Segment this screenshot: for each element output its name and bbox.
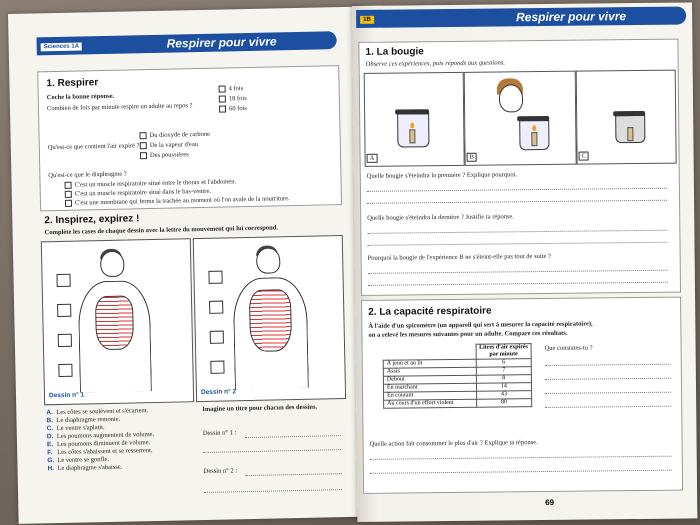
- lungs-illustration: [249, 289, 292, 352]
- answer-line[interactable]: [368, 282, 668, 286]
- q-diaphragm-opt-3[interactable]: C'est une membrane qui ferme la trachée au moment où l'on avale de la nourriture.: [65, 195, 290, 207]
- checkbox[interactable]: [65, 200, 72, 207]
- answer-box[interactable]: [208, 271, 222, 284]
- table-row: En marchant 14: [383, 383, 531, 393]
- page-number: 69: [545, 497, 555, 508]
- list-item: E. Les poumons diminuent de volume.: [46, 439, 151, 449]
- jar-lid: [517, 116, 549, 121]
- table-row: Assis 7: [383, 367, 531, 377]
- checkbox[interactable]: [219, 95, 226, 102]
- q-exhaled-opt-2[interactable]: De la vapeur d'eau: [140, 141, 198, 149]
- inspirez-instruction: Complète les cases de chaque dessin avec la lettre du mouvement qui lui correspond.: [44, 224, 279, 237]
- panel-b-label: B: [467, 153, 477, 162]
- answer-box[interactable]: [210, 331, 224, 344]
- checkbox[interactable]: [140, 142, 147, 149]
- lungs-illustration: [95, 295, 134, 350]
- answer-box[interactable]: [56, 274, 70, 287]
- q-exhaled-opt-1[interactable]: Du dioxyde de carbone: [140, 131, 211, 139]
- table-row: Au cours d'un effort violent 80: [384, 399, 532, 409]
- respirer-instruction: Coche la bonne réponse.: [46, 92, 115, 102]
- q-most-air: Quelle action fait consommer le plus d'air ? Explique ta réponse.: [369, 439, 538, 448]
- left-banner-title: Respirer pour vivre: [166, 34, 277, 51]
- left-banner: [36, 31, 336, 55]
- drawing-2-title-label: Dessin n° 2 :: [203, 467, 238, 476]
- right-page: [352, 2, 697, 522]
- experiment-panel-c: [576, 70, 677, 165]
- drawing-1-label: Dessin n° 1: [48, 391, 85, 400]
- answer-line[interactable]: [367, 200, 667, 204]
- jar-lid: [395, 109, 429, 114]
- section-bougie: [358, 39, 681, 296]
- list-item: B. Le diaphragme remonte.: [46, 415, 121, 425]
- answer-line[interactable]: [545, 406, 671, 408]
- q-breaths-opt-1[interactable]: 4 fois: [219, 85, 244, 93]
- drawing-1-title-input[interactable]: [245, 435, 341, 438]
- head: [499, 84, 523, 112]
- drawing-2-label: Dessin n° 2: [200, 388, 237, 397]
- checkbox[interactable]: [65, 191, 72, 198]
- list-item: G. Le ventre se gonfle.: [47, 455, 110, 465]
- section-capacite-title: 2. La capacité respiratoire: [368, 305, 492, 318]
- answer-line[interactable]: [203, 449, 341, 453]
- answer-line[interactable]: [545, 392, 671, 394]
- title-prompt: Imagine un titre pour chacun des dessins.: [202, 403, 318, 414]
- q-diaphragm: Qu'est-ce que le diaphragme ?: [48, 170, 127, 180]
- q-first-candle: Quelle bougie s'éteindra la première ? Explique pourquoi.: [366, 171, 518, 180]
- answer-box[interactable]: [58, 364, 72, 377]
- drawing-2: [193, 235, 346, 402]
- candle: [627, 127, 633, 141]
- q-exhaled-air: Qu'est-ce que contient l'air expiré ?: [47, 142, 140, 152]
- list-item: C. Le ventre s'aplatit.: [46, 424, 105, 433]
- drawing-1-title-label: Dessin n° 1 :: [202, 429, 237, 438]
- q-diaphragm-opt-1[interactable]: C'est un muscle respiratoire situé entre le thorax et l'abdomen.: [65, 178, 237, 189]
- section-capacite: [361, 297, 683, 494]
- table-row: Debout 8: [383, 375, 531, 385]
- checkbox[interactable]: [140, 132, 147, 139]
- jar-lid: [613, 111, 645, 116]
- q-breaths-opt-2[interactable]: 18 fois: [219, 95, 247, 103]
- flame-icon: [410, 122, 414, 128]
- answer-line[interactable]: [370, 470, 672, 474]
- table-corner: [383, 344, 476, 360]
- answer-box[interactable]: [210, 361, 224, 374]
- list-item: A. Les côtes se soulèvent et s'écartent.: [46, 407, 149, 417]
- answer-line[interactable]: [370, 456, 672, 460]
- q-breaths-opt-3[interactable]: 60 fois: [219, 105, 247, 113]
- answer-box[interactable]: [209, 301, 223, 314]
- table-row: En courant 43: [384, 391, 532, 401]
- q-breaths: Combien de fois par minute respire un adulte au repos ?: [46, 102, 193, 113]
- checkbox[interactable]: [219, 85, 226, 92]
- drawing-2-title-input[interactable]: [246, 473, 342, 476]
- q-last-candle: Quelle bougie s'éteindra la dernière ? Justifie ta réponse.: [367, 213, 515, 222]
- movements-list: [46, 406, 197, 472]
- list-item: D. Les poumons augmentent de volume.: [46, 431, 155, 441]
- drawing-1: [41, 238, 194, 405]
- flame-icon: [532, 125, 536, 131]
- section-bougie-title: 1. La bougie: [365, 46, 424, 58]
- head: [256, 247, 281, 273]
- left-page: [8, 7, 371, 524]
- panel-a-label: A: [367, 154, 378, 163]
- answer-box[interactable]: [57, 304, 71, 317]
- table-header: Litres d'air expirés par minute: [476, 344, 532, 360]
- q-candle-b: Pourquoi la bougie de l'expérience B ne s'éteint-elle pas tout de suite ?: [367, 252, 551, 262]
- spirometer-table: [383, 343, 533, 409]
- answer-line[interactable]: [545, 364, 671, 366]
- section-inspirez: [40, 209, 346, 515]
- right-banner-title: Respirer pour vivre: [516, 9, 627, 25]
- table-row: À jeun et au lit 6: [383, 359, 531, 369]
- q-diaphragm-opt-2[interactable]: C'est un muscle respiratoire situé dans le bas-ventre.: [65, 188, 211, 198]
- capacite-intro-2: on a relevé les mesures suivantes pour un adulte. Compare ces résultats.: [368, 329, 568, 339]
- experiment-panel-b: [464, 71, 577, 166]
- experiment-panel-a: [364, 72, 465, 167]
- right-banner: [356, 7, 686, 28]
- section-respirer: [37, 65, 342, 211]
- answer-line[interactable]: [368, 242, 668, 246]
- q-observe: Que constates-tu ?: [544, 344, 593, 353]
- answer-line[interactable]: [367, 188, 667, 192]
- checkbox[interactable]: [65, 182, 72, 189]
- table-header-row: [383, 344, 531, 361]
- list-item: F. Les côtes s'abaissent et se resserrent.: [47, 447, 153, 457]
- checkbox[interactable]: [219, 105, 226, 112]
- answer-box[interactable]: [58, 334, 72, 347]
- left-banner-tag: Sciences 1A: [41, 42, 83, 51]
- list-item: H. Le diaphragme s'abaisse.: [47, 463, 123, 473]
- head: [100, 251, 125, 277]
- answer-line[interactable]: [545, 378, 671, 380]
- candle: [409, 129, 415, 143]
- right-banner-tag: 1B: [360, 16, 374, 24]
- q-exhaled-opt-3[interactable]: Des poussières: [140, 151, 189, 159]
- capacite-intro-1: À l'aide d'un spiromètre (un appareil qui sert à mesurer la capacité respiratoire),: [368, 320, 593, 330]
- checkbox[interactable]: [140, 152, 147, 159]
- answer-line[interactable]: [204, 489, 342, 493]
- answer-line[interactable]: [367, 230, 667, 234]
- candle: [531, 132, 537, 146]
- answer-line[interactable]: [368, 270, 668, 274]
- section-inspirez-title: 2. Inspirez, expirez !: [44, 213, 140, 227]
- section-respirer-title: 1. Respirer: [46, 77, 99, 90]
- panel-c-label: C: [579, 152, 589, 161]
- bougie-instruction: Observe ces expériences, puis réponds aux questions.: [365, 59, 506, 68]
